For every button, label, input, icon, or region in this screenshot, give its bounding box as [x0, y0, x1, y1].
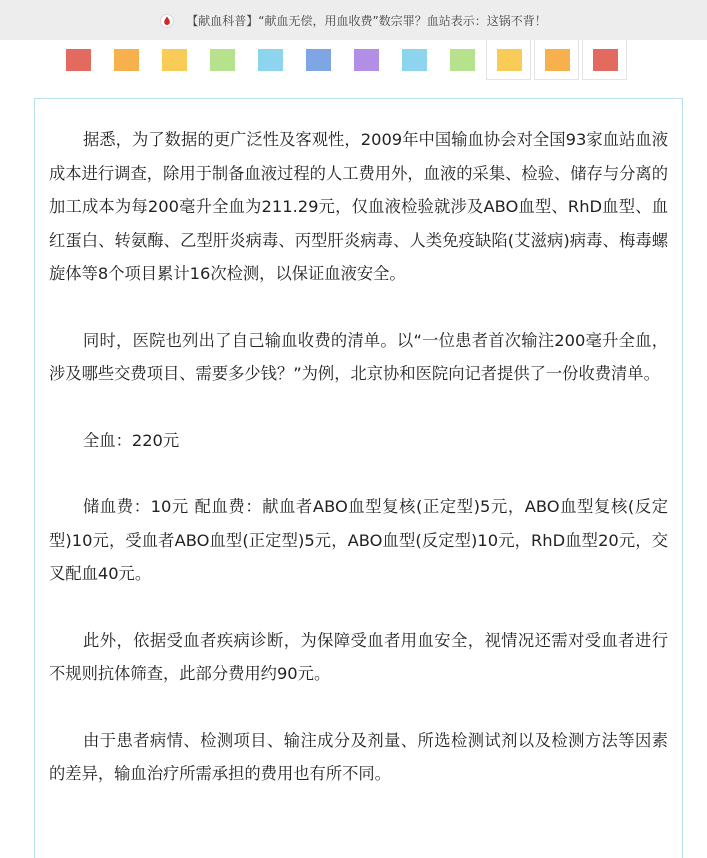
- color-swatch[interactable]: [450, 49, 475, 71]
- article-paragraph: 同时，医院也列出了自己输血收费的清单。以“一位患者首次输注200毫升全血，涉及哪些交费项目、需要多少钱？”为例，北京协和医院向记者提供了一份收费清单。: [49, 330, 668, 383]
- title-bar: [0, 0, 707, 40]
- article-paragraph: 由于患者病情、检测项目、输注成分及剂量、所选检测试剂以及检测方法等因素的差异，输血治疗所需承担的费用也有所不同。: [49, 730, 668, 783]
- color-swatch: [497, 49, 522, 71]
- article-paragraph: 据悉，为了数据的更广泛性及客观性，2009年中国输血协会对全国93家血站血液成本进行调查，除用于制备血液过程的人工费用外，血液的采集、检验、储存与分离的加工成本为每200毫升全血为211.29元，仅血液检验就涉及ABO血型、RhD血型、血红蛋白、转氨酶、乙型肝炎病毒、丙型肝炎病毒、人类免疫缺陷(艾滋病)病毒、梅毒螺旋体等8个项目累计16次检测，以保证血液安全。: [49, 130, 668, 283]
- color-swatch[interactable]: [210, 49, 235, 71]
- color-swatch[interactable]: [354, 49, 379, 71]
- color-swatch[interactable]: [114, 49, 139, 71]
- color-swatch-tab[interactable]: [534, 40, 579, 80]
- blood-drop-logo-icon: [160, 13, 174, 27]
- article-body: [34, 98, 683, 858]
- color-swatch-tab[interactable]: [486, 40, 531, 80]
- color-swatch[interactable]: [258, 49, 283, 71]
- color-swatch[interactable]: [306, 49, 331, 71]
- article-title: 【献血科普】“献血无偿，用血收费”数宗罪？血站表示：这锅不背！: [186, 13, 547, 28]
- color-palette: [55, 40, 635, 80]
- color-swatch-tab[interactable]: [582, 40, 627, 80]
- color-swatch[interactable]: [162, 49, 187, 71]
- color-swatch: [593, 49, 618, 71]
- article-paragraph: 全血：220元: [83, 430, 180, 450]
- article-paragraph: 此外，依据受血者疾病诊断，为保障受血者用血安全，视情况还需对受血者进行不规则抗体筛查，此部分费用约90元。: [49, 630, 668, 683]
- color-swatch: [545, 49, 570, 71]
- color-swatch[interactable]: [402, 49, 427, 71]
- article-paragraph: 储血费：10元 配血费：献血者ABO血型复核(正定型)5元，ABO血型复核(反定型)10元，受血者ABO血型(正定型)5元，ABO血型(反定型)10元，RhD血型20元，交叉配血40元。: [49, 497, 668, 583]
- color-swatch[interactable]: [66, 49, 91, 71]
